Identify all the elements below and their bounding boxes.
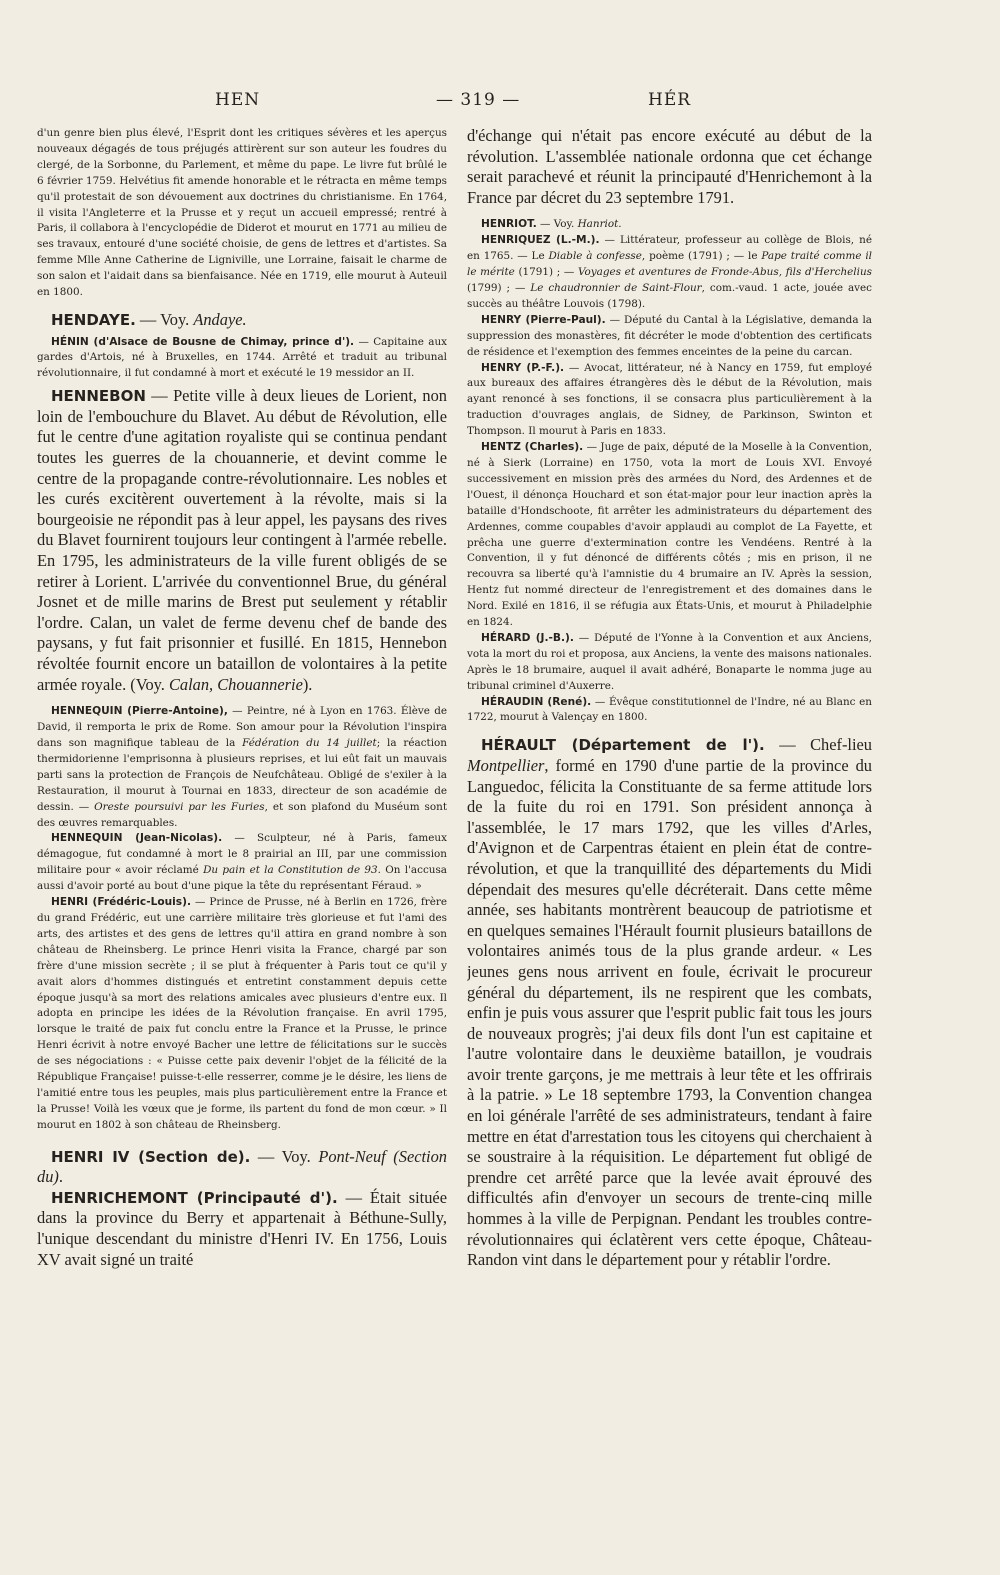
header-left-word: HEN	[215, 90, 261, 110]
entry-henry-pf: HENRY (P.-F.). — Avocat, littérateur, né à Nancy en 1759, fut employé aux bureaux des affaires étrangères dès le début de la Révolution, mais ayant renoncé à ses fonctions, il se consacra plus particulièrement à la traduction d'ouvrages anglais, de Sidney, de Parkinson, Swinton et Thompson. Il mourut à Paris en 1833.	[467, 361, 872, 438]
headword: HENTZ (Charles).	[481, 441, 584, 454]
entry-henri-iv-section: HENRI IV (Section de). — Voy. Pont-Neuf (Section du).	[37, 1146, 447, 1187]
entry-heraudin: HÉRAUDIN (René). — Évêque constitutionnel de l'Indre, né au Blanc en 1722, mourut à Valençay en 1800.	[467, 695, 872, 724]
headword: HENRIOT.	[481, 218, 537, 231]
entry-henrichemont-continuation: d'échange qui n'était pas encore exécuté au début de la révolution. L'assemblée nationale ordonna que cet échange serait parachevé et réunit la principauté d'Henrichemont à la France par décret du 23 septembre 1791.	[467, 126, 872, 207]
headword: HENRICHEMONT (Principauté d').	[51, 1188, 338, 1207]
entry-henin: HÉNIN (d'Alsace de Bousne de Chimay, prince d'). — Capitaine aux gardes d'Artois, né à Bruxelles, en 1744. Arrêté et traduit au tribunal révolutionnaire, il fut condamné à mort et exécuté le 19 messidor an II.	[37, 335, 447, 380]
headword: HÉNIN (d'Alsace de Bousne de Chimay, prince d').	[51, 335, 355, 348]
cross-reference: Hanriot	[577, 218, 619, 231]
headword: HÉRARD (J.-B.).	[481, 631, 574, 644]
entry-henriot: HENRIOT. — Voy. Hanriot.	[481, 218, 622, 231]
left-column	[37, 126, 447, 1270]
headword: HENNEBON	[51, 387, 146, 406]
entry-hennequin-jean-nicolas: HENNEQUIN (Jean-Nicolas). — Sculpteur, né à Paris, fameux démagogue, fut condamné à mort le 8 prairial an III, par une commission militaire pour « avoir réclamé Du pain et la Constitution de 93. On l'accusa aussi d'avoir porté au bout d'une pique la tête du représentant Féraud. »	[37, 832, 447, 893]
headword: HENNEQUIN (Jean-Nicolas).	[51, 832, 223, 845]
entry-hendaye: HENDAYE. — Voy. Andaye.	[51, 309, 247, 329]
headword: HENRY (P.-F.).	[481, 361, 565, 374]
cross-reference: Calan, Chouannerie	[168, 674, 303, 694]
header-right-word: HÉR	[648, 90, 692, 110]
right-column	[467, 126, 872, 1271]
entry-henrichemont: HENRICHEMONT (Principauté d'). — Était située dans la province du Berry et appartenait à Béthune-Sully, l'unique descendant du ministre d'Henri IV. En 1756, Louis XV avait signé un traité	[37, 1187, 447, 1269]
headword: HENNEQUIN (Pierre-Antoine),	[51, 705, 228, 718]
entry-henriquez: HENRIQUEZ (L.-M.). — Littérateur, professeur au collège de Blois, né en 1765. — Le Diable à confesse, poème (1791) ; — le Pape traité comme il le mérite (1791) ; — Voyages et aventures de Fronde-Abus, fils d'Herchelius (1799) ; — Le chaudronnier de Saint-Flour, com.-vaud. 1 acte, jouée avec succès au théâtre Louvois (1798).	[467, 234, 872, 310]
entry-henry-pierre-paul: HENRY (Pierre-Paul). — Député du Cantal à la Législative, demanda la suppression des monastères, fit décréter le mode d'obtention des certificats de résidence et l'exemption des femmes enceintes de la peine du carcan.	[467, 313, 872, 358]
cross-reference: Pont-Neuf (Section du)	[37, 1146, 447, 1187]
entry-hennebon: HENNEBON — Petite ville à deux lieues de Lorient, non loin de l'embouchure du Blavet. Au début de Révolution, elle fut le centre d'une agitation royaliste qui se continua pendant toutes les guerres de la chouannerie, et devint comme le centre de la propagande contre-révolutionnaire. Les nobles et les curés excitèrent ouvertement à la révolte, mais si la bourgeoisie ne répondit pas à leur appel, les paysans des rives du Blavet fournirent toujours leur contingent à l'armée rebelle. En 1795, les administrateurs de la ville furent obligés de se retirer à Lorient. L'arrivée du conventionnel Brue, du général Josnet et de mille marins de Brest put seulement y rétablir l'ordre. Calan, un valet de ferme devenu chef de bande des paysans, y fut fait prisonnier et fusillé. En 1815, Hennebon révoltée fournit encore un bataillon de volontaires à la petite armée royale. (Voy. Calan, Chouannerie).	[37, 386, 447, 694]
headword: HENRIQUEZ (L.-M.).	[481, 234, 600, 247]
entry-herard: HÉRARD (J.-B.). — Député de l'Yonne à la Convention et aux Anciens, vota la mort du roi et proposa, aux Anciens, la vente des maisons nationales. Après le 18 brumaire, auquel il avait adhéré, Bonaparte le nomma juge au tribunal criminel d'Auxerre.	[467, 631, 872, 692]
entry-henri-prince-de-prusse: HENRI (Frédéric-Louis). — Prince de Prusse, né à Berlin en 1726, frère du grand Frédéric, eut une carrière militaire très glorieuse et fut l'ami des arts, des artistes et des gens de lettres qu'il attira en grand nombre à son château de Rheinsberg. Le prince Henri visita la France, chargé par son frère d'une mission secrète ; il se plut à fréquenter à Paris tout ce qu'il y avait alors d'hommes distingués et entretint constamment depuis cette époque jusqu'à sa mort des relations amicales avec plusieurs d'entre eux. Il adopta en principe les idées de la Révolution française. En avril 1795, lorsque le traité de paix fut conclu entre la France et la Prusse, le prince Henri écrivit à notre envoyé Bacher une lettre de félicitations sur le succès de ses négociations : « Puisse cette paix devenir l'objet de la félicité de la République Française! puisse-t-elle resserrer, comme je le désire, les liens de l'amitié entre tous les peuples, mais plus particulièrement entre la France et la Prusse! Voilà les vœux que je forme, ils partent du fond de mon cœur. » Il mourut en 1802 à son château de Rheinsberg.	[37, 896, 447, 1131]
headword: HENRI (Frédéric-Louis).	[51, 896, 191, 909]
headword: HÉRAUDIN (René).	[481, 695, 592, 708]
headword: HENRI IV (Section de).	[51, 1147, 251, 1166]
headword: HENDAYE.	[51, 310, 136, 329]
entry-hentz: HENTZ (Charles). — Juge de paix, député de la Moselle à la Convention, né à Sierk (Lorraine) en 1750, vota la mort de Louis XVI. Envoyé successivement en mission près des armées du Nord, des Ardennes et de l'Ouest, il dénonça Houchard et son état-major pour leur inaction après la bataille d'Hondschoote, fit arrêter les administrateurs du département des Ardennes, comme coupables d'avoir applaudi au complot de La Fayette, et prêcha une guerre d'extermination contre les Vendéens. Rentré à la Convention, il y fut dénoncé de différents côtés ; mis en prison, il ne recouvra sa liberté qu'à l'amnistie du 4 brumaire an IV. Après la session, Hentz fut nommé directeur de l'enregistrement et des domaines dans le Nord. Exilé en 1816, il se réfugia aux États-Unis, et mourut à Philadelphie en 1824.	[467, 441, 872, 629]
entry-helvetius-continuation: d'un genre bien plus élevé, l'Esprit dont les critiques sévères et les aperçus nouveaux dégagés de tous préjugés attirèrent sur son auteur les foudres du clergé, de la Sorbonne, du Parlement, et même du pape. Le livre fut brûlé le 6 février 1759. Helvétius fit amende honorable et le rétracta en même temps qu'il protestait de son dévouement aux doctrines du christianisme. En 1764, il visita l'Angleterre et la Prusse et y reçut un accueil empressé; rentré à Paris, il collabora à l'encyclopédie de Diderot et mourut en 1771 au milieu de ses travaux, entouré d'une société choisie, de gens de lettres et d'artistes. Sa femme Mlle Anne Catherine de Ligniville, une Lorraine, faisait le charme de son salon et l'aidait dans sa bienfaisance. Née en 1719, elle mourut à Auteuil en 1800.	[37, 127, 447, 299]
running-header	[0, 90, 1000, 118]
cross-reference: Andaye.	[193, 309, 247, 329]
page-number: — 319 —	[436, 90, 521, 110]
headword: HENRY (Pierre-Paul).	[481, 313, 606, 326]
headword: HÉRAULT (Département de l').	[481, 736, 765, 755]
entry-hennequin-pierre-antoine: HENNEQUIN (Pierre-Antoine), — Peintre, né à Lyon en 1763. Élève de David, il remporta le prix de Rome. Son amour pour la Révolution l'inspira dans son magnifique tableau de la Fédération du 14 juillet; la réaction thermidorienne l'emprisonna à plusieurs reprises, et lui eût fait un mauvais parti sans la protection de François de Neufchâteau. Obligé de s'exiler à la Restauration, il mourut à Tournai en 1833, directeur de son académie de dessin. — Oreste poursuivi par les Furies, et son plafond du Muséum sont des œuvres remarquables.	[37, 705, 447, 829]
entry-herault: HÉRAULT (Département de l'). — Chef-lieu Montpellier, formé en 1790 d'une partie de la province du Languedoc, félicita la Constituante de sa ferme attitude lors de la fuite du roi en 1791. Son président annonça à l'assemblée, le 17 mars 1792, que les villes d'Arles, d'Avignon et de Carpentras étaient en plein état de contre-révolution, et que la tranquillité des départements du Midi dépendait des mesures qu'elle décréterait. Dans cette même année, ses habitants montrèrent beaucoup de patriotisme et en quelques semaines l'Hérault fournit plusieurs bataillons de volontaires animés tous de la plus grande ardeur. « Les jeunes gens nous arrivent en foule, écrivait le procureur général du département, ils ne respirent que les combats, enfin je puis vous assurer que l'esprit public fait tous les jours de nouveaux progrès; j'ai deux fils dont l'un est capitaine et l'autre volontaire dans le deuxième bataillon, je voudrais avoir trente garçons, je me mettrais à leur tête et les offrirais à la patrie. » Le 18 septembre 1793, la Convention changea en loi générale l'arrêté de ses administrateurs, tendant à faire mettre en état d'arrestation tous les citoyens qui cherchaient à se soustraire à la réquisition. Le département fut obligé de prendre cet arrêté parce que la levée avait éprouvé des difficultés afin d'envoyer un secours de trente-cinq mille hommes à la ville de Perpignan. Pendant les troubles contre-révolutionnaires qui éclatèrent vers cette époque, Château-Randon vint dans le département pour y rétablir l'ordre.	[467, 735, 872, 1270]
